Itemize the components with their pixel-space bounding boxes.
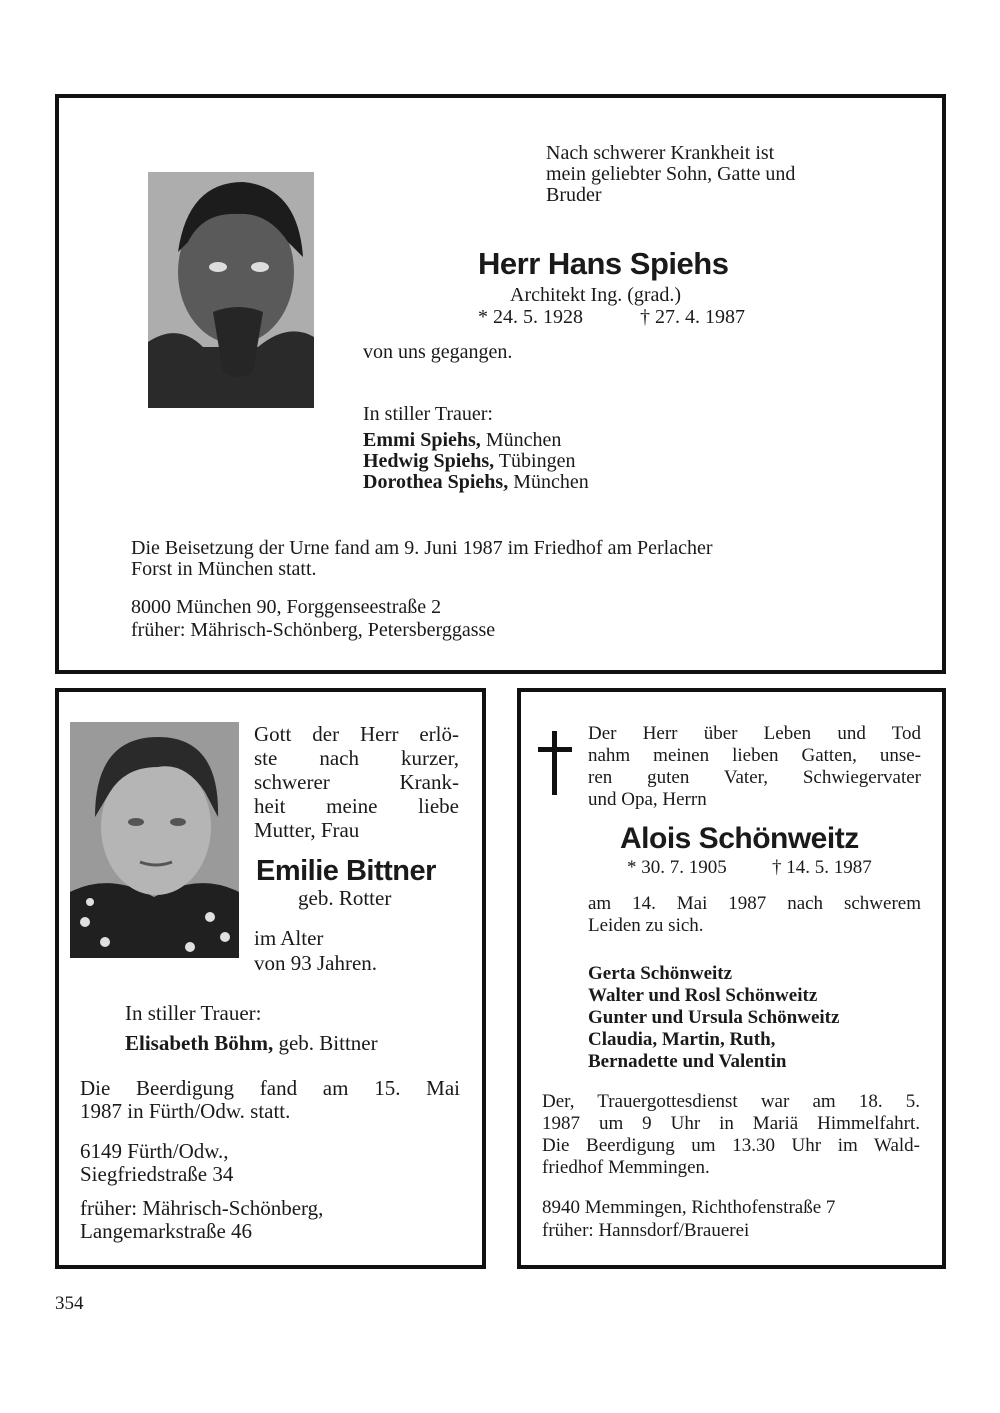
age-text: im Alter von 93 Jahren. [254,926,378,975]
death-date: † 14. 5. 1987 [772,857,872,878]
maiden-name: geb. Rotter [298,886,392,910]
mourner: Dorothea Spiehs, München [363,471,589,493]
birth-date: * 24. 5. 1928 [478,306,583,328]
mourners-list [363,430,589,493]
portrait-photo-hans-spiehs [148,172,314,408]
mourning-label: In stiller Trauer: [125,1001,262,1025]
address-text: 6149 Fürth/Odw., Siegfriedstraße 34 früher: Mährisch-Schönberg, Langemarkstraße 46 [80,1139,324,1243]
page-number: 354 [55,1293,84,1314]
birth-date: * 30. 7. 1905 [627,857,727,878]
mourners-list: Gerta Schönweitz Walter und Rosl Schönweitz Gunter und Ursula Schönweitz Claudia, Martin, Ruth, Bernadette und Valentin [588,963,840,1072]
deceased-name: Alois Schönweitz [620,822,859,855]
mourning-label: In stiller Trauer: [363,403,493,425]
portrait-photo-emilie-bittner [70,722,239,958]
burial-text: Die Beisetzung der Urne fand am 9. Juni 1987 im Friedhof am Perlacher Forst in München statt. [131,537,713,580]
closing-text: am 14. Mai 1987 nach schwerem Leiden zu sich. [588,893,921,936]
intro-text: Gott der Herr erlö- ste nach kurzer, schwerer Krank- heit meine liebe Mutter, Frau [254,722,459,842]
intro-text: Nach schwerer Krankheit ist mein geliebter Sohn, Gatte und Bruder [546,142,796,206]
burial-text: Die Beerdigung fand am 15. Mai 1987 in Fürth/Odw. statt. [80,1076,460,1123]
deceased-name: Herr Hans Spiehs [478,246,729,281]
mourner: Emmi Spiehs, München [363,429,562,451]
deceased-name: Emilie Bittner [256,855,436,887]
address-text: 8940 Memmingen, Richthofenstraße 7 früher: Hannsdorf/Brauerei [542,1197,836,1241]
intro-text: Der Herr über Leben und Tod nahm meinen lieben Gatten, unse- ren guten Vater, Schwiegervater und Opa, Herrn [588,723,921,810]
mourner: Elisabeth Böhm, geb. Bittner [125,1031,378,1055]
deceased-title: Architekt Ing. (grad.) [510,284,682,306]
closing-text: von uns gegangen. [363,341,513,363]
address-text: 8000 München 90, Forggenseestraße 2 früher: Mährisch-Schönberg, Petersberggasse [131,596,496,641]
death-date: † 27. 4. 1987 [640,306,745,328]
mourner: Hedwig Spiehs, Tübingen [363,450,576,472]
cross-icon [538,731,572,795]
service-text: Der, Trauergottesdienst war am 18. 5. 1987 um 9 Uhr in Mariä Himmelfahrt. Die Beerdigung um 13.30 Uhr im Wald- friedhof Memmingen. [542,1091,920,1178]
